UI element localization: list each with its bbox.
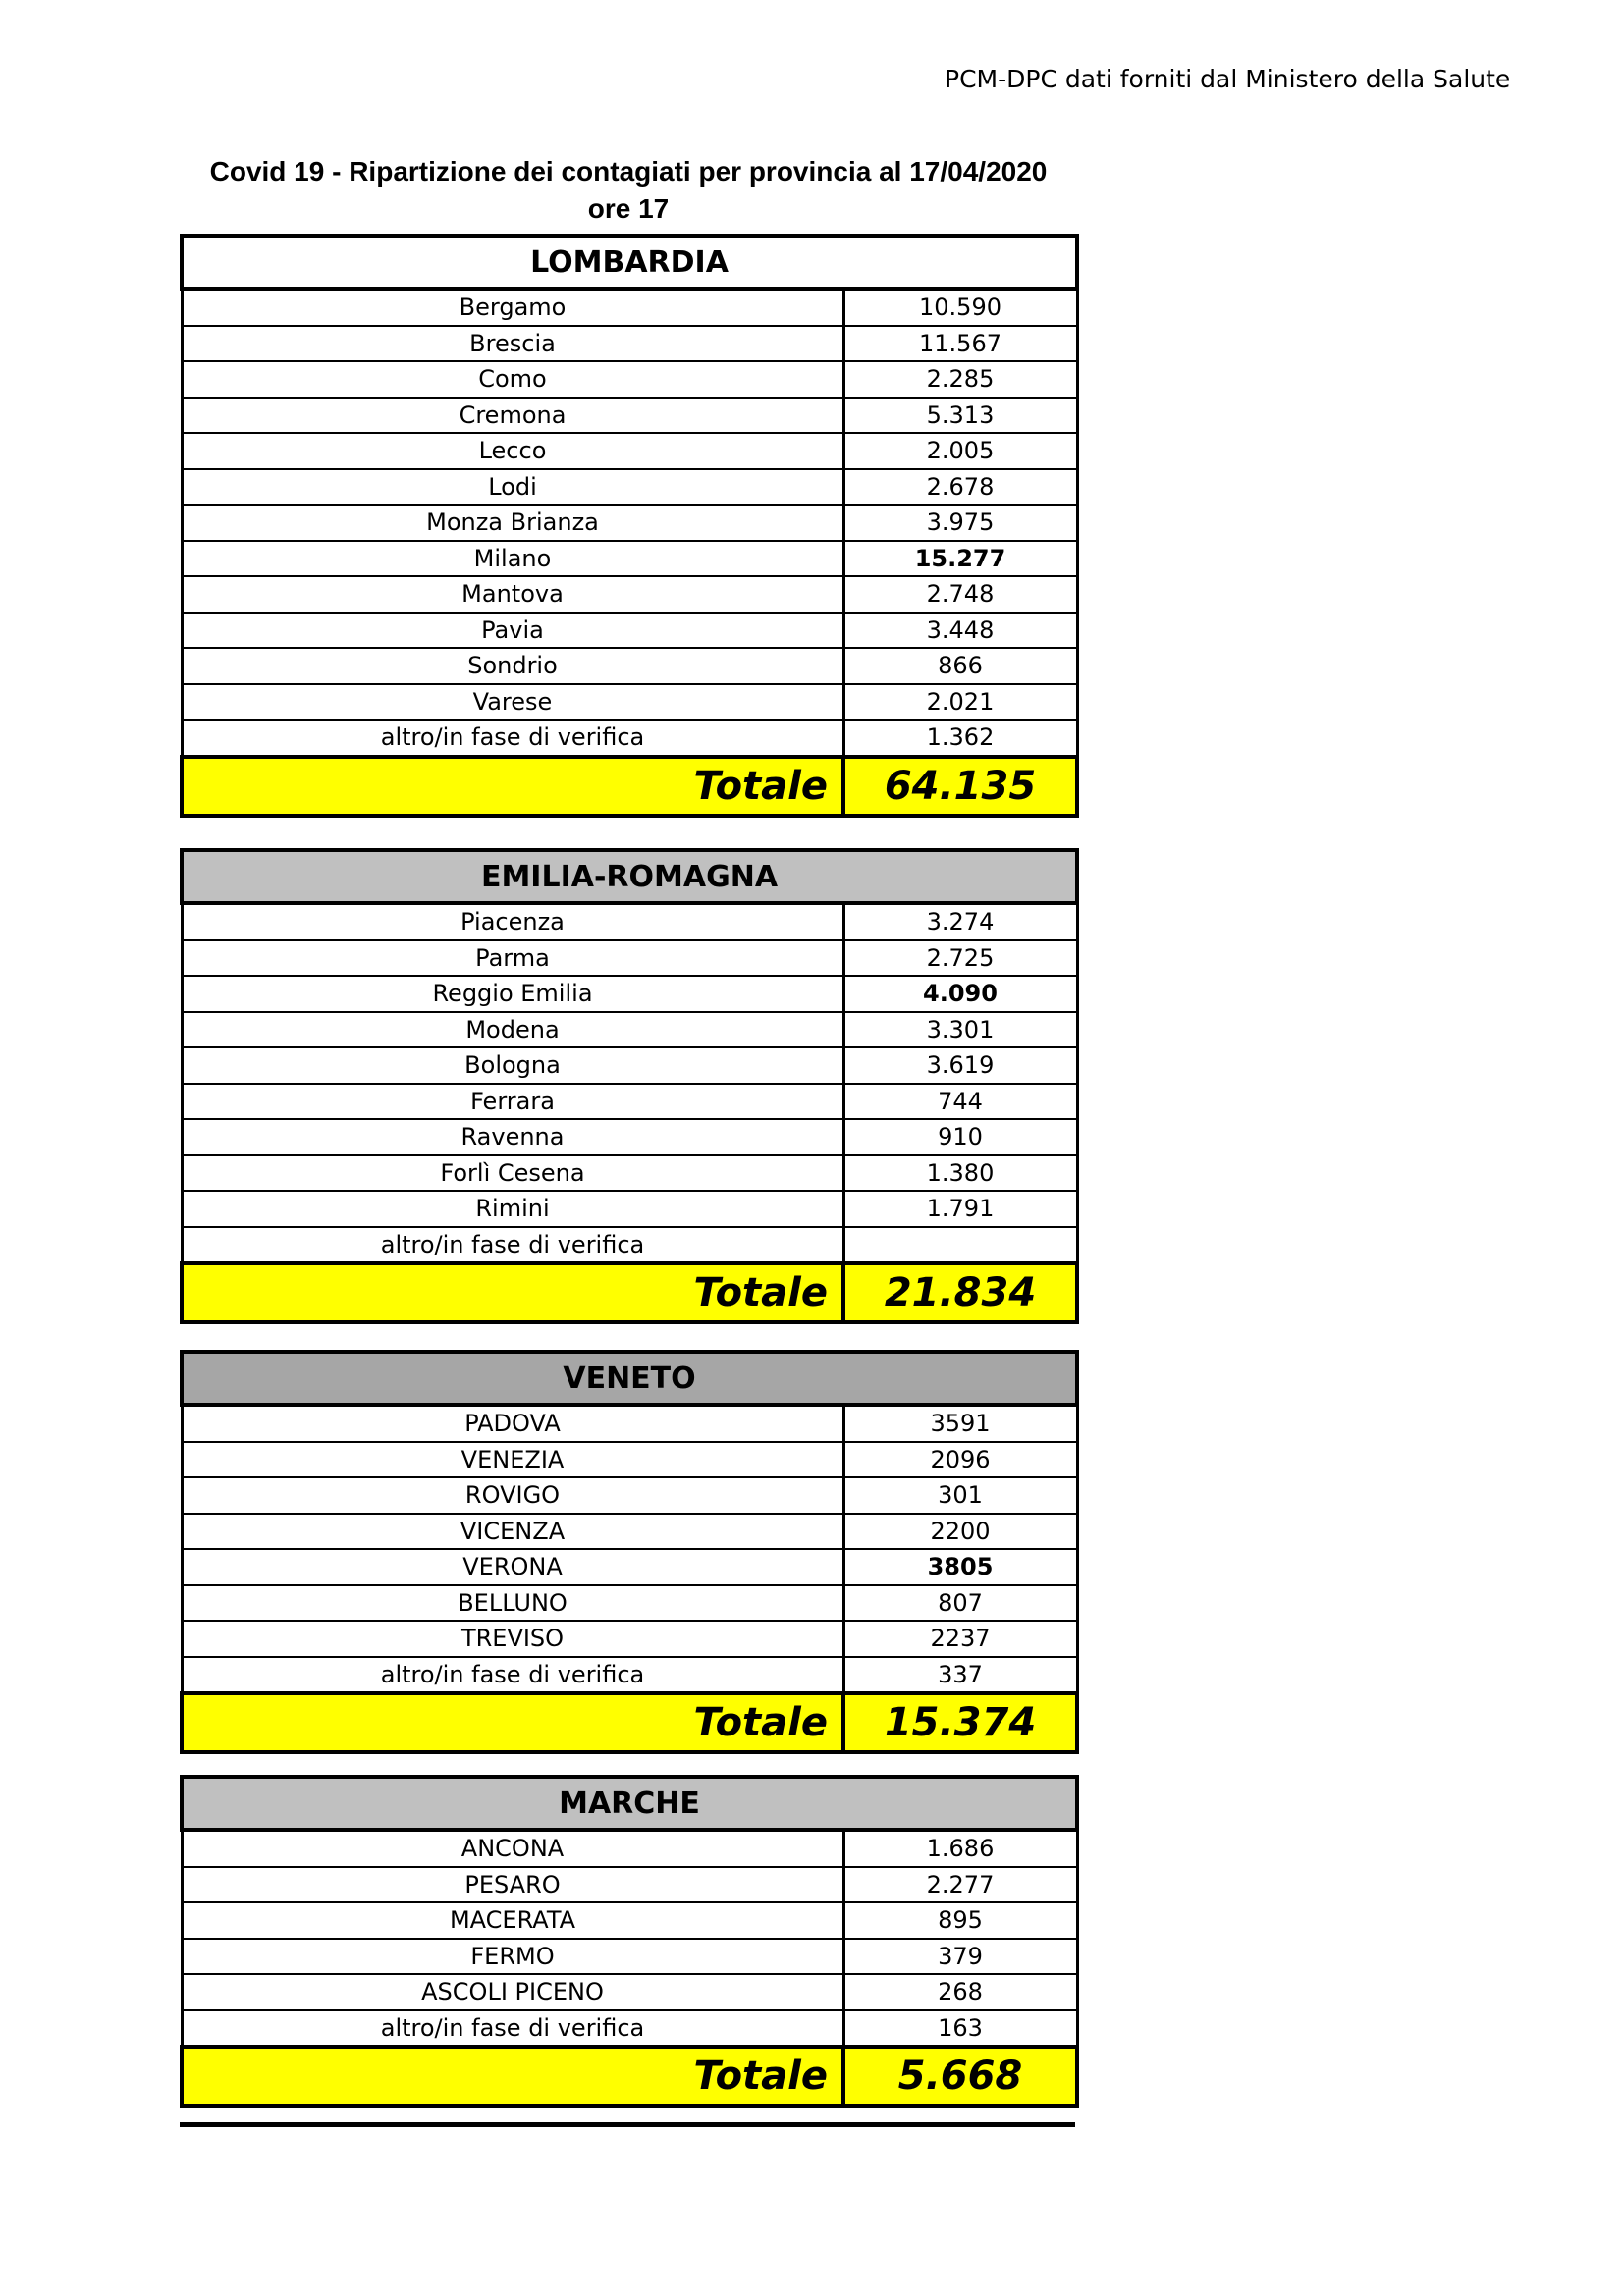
table-row xyxy=(182,505,1077,541)
region-table xyxy=(180,1775,1079,2108)
province-value: 1.686 xyxy=(843,1830,1077,1867)
province-value: 2.725 xyxy=(843,940,1077,977)
table-row xyxy=(182,1974,1077,2010)
table-row xyxy=(182,976,1077,1012)
total-row xyxy=(182,1263,1077,1322)
province-name: VENEZIA xyxy=(182,1442,843,1478)
table-row xyxy=(182,541,1077,577)
province-value: 910 xyxy=(843,1119,1077,1155)
province-value: 2.285 xyxy=(843,361,1077,398)
region-header: LOMBARDIA xyxy=(182,236,1077,289)
table-row xyxy=(182,1405,1077,1442)
table-row xyxy=(182,398,1077,434)
province-name: Mantova xyxy=(182,576,843,613)
province-name: Reggio Emilia xyxy=(182,976,843,1012)
province-value: 2200 xyxy=(843,1514,1077,1550)
table-row xyxy=(182,648,1077,684)
region-header: EMILIA-ROMAGNA xyxy=(182,850,1077,903)
province-name: VERONA xyxy=(182,1549,843,1585)
table-row xyxy=(182,1084,1077,1120)
table-row xyxy=(182,1047,1077,1084)
province-name: TREVISO xyxy=(182,1621,843,1657)
province-value: 3.975 xyxy=(843,505,1077,541)
table-row xyxy=(182,1549,1077,1585)
province-value: 1.380 xyxy=(843,1155,1077,1192)
source-note: PCM-DPC dati forniti dal Ministero della Salute xyxy=(945,65,1511,93)
province-name: BELLUNO xyxy=(182,1585,843,1622)
region-table-3 xyxy=(180,1775,1075,2108)
province-value: 2.678 xyxy=(843,469,1077,506)
province-value: 15.277 xyxy=(843,541,1077,577)
province-value: 2.021 xyxy=(843,684,1077,721)
province-name: Lodi xyxy=(182,469,843,506)
region-table-0 xyxy=(180,234,1075,818)
province-name: Milano xyxy=(182,541,843,577)
total-label: Totale xyxy=(182,1693,843,1752)
province-name: Como xyxy=(182,361,843,398)
title-line-1: Covid 19 - Ripartizione dei contagiati per provincia al 17/04/2020 xyxy=(209,156,1048,187)
province-name: altro/in fase di verifica xyxy=(182,720,843,757)
province-value: 1.362 xyxy=(843,720,1077,757)
total-value: 15.374 xyxy=(843,1693,1077,1752)
table-row xyxy=(182,1012,1077,1048)
province-name: Monza Brianza xyxy=(182,505,843,541)
province-name: PESARO xyxy=(182,1867,843,1903)
province-name: Varese xyxy=(182,684,843,721)
province-value: 2.277 xyxy=(843,1867,1077,1903)
region-table xyxy=(180,234,1079,818)
total-value: 64.135 xyxy=(843,757,1077,816)
province-value: 337 xyxy=(843,1657,1077,1694)
province-name: Rimini xyxy=(182,1191,843,1227)
province-name: Cremona xyxy=(182,398,843,434)
province-value: 2096 xyxy=(843,1442,1077,1478)
table-row xyxy=(182,1119,1077,1155)
province-name: altro/in fase di verifica xyxy=(182,2010,843,2048)
table-row xyxy=(182,903,1077,940)
province-value: 3.274 xyxy=(843,903,1077,940)
province-value: 807 xyxy=(843,1585,1077,1622)
table-row xyxy=(182,1585,1077,1622)
province-name: VICENZA xyxy=(182,1514,843,1550)
region-table-1 xyxy=(180,848,1075,1324)
table-row xyxy=(182,326,1077,362)
province-name: Forlì Cesena xyxy=(182,1155,843,1192)
province-name: altro/in fase di verifica xyxy=(182,1227,843,1264)
table-row xyxy=(182,1514,1077,1550)
table-row xyxy=(182,1191,1077,1227)
province-value: 5.313 xyxy=(843,398,1077,434)
table-row xyxy=(182,613,1077,649)
total-value: 5.668 xyxy=(843,2047,1077,2106)
province-name: FERMO xyxy=(182,1939,843,1975)
province-name: MACERATA xyxy=(182,1902,843,1939)
province-value: 744 xyxy=(843,1084,1077,1120)
province-name: Piacenza xyxy=(182,903,843,940)
province-value: 2.748 xyxy=(843,576,1077,613)
province-value: 3805 xyxy=(843,1549,1077,1585)
region-table-2 xyxy=(180,1350,1075,1754)
province-name: Bergamo xyxy=(182,289,843,326)
province-value: 2237 xyxy=(843,1621,1077,1657)
province-value: 866 xyxy=(843,648,1077,684)
table-row xyxy=(182,1477,1077,1514)
province-value: 11.567 xyxy=(843,326,1077,362)
table-row xyxy=(182,1830,1077,1867)
table-row xyxy=(182,684,1077,721)
province-value: 2.005 xyxy=(843,433,1077,469)
total-label: Totale xyxy=(182,1263,843,1322)
province-name: ROVIGO xyxy=(182,1477,843,1514)
table-row xyxy=(182,433,1077,469)
table-row xyxy=(182,1442,1077,1478)
table-row xyxy=(182,940,1077,977)
table-row xyxy=(182,1155,1077,1192)
province-name: Brescia xyxy=(182,326,843,362)
table-row xyxy=(182,289,1077,326)
province-name: Parma xyxy=(182,940,843,977)
region-table xyxy=(180,1350,1079,1754)
province-name: Lecco xyxy=(182,433,843,469)
province-value: 163 xyxy=(843,2010,1077,2048)
table-row xyxy=(182,1902,1077,1939)
table-row xyxy=(182,1621,1077,1657)
table-row xyxy=(182,720,1077,757)
province-name: altro/in fase di verifica xyxy=(182,1657,843,1694)
province-value xyxy=(843,1227,1077,1264)
province-name: Bologna xyxy=(182,1047,843,1084)
table-row xyxy=(182,1867,1077,1903)
table-row xyxy=(182,1939,1077,1975)
total-label: Totale xyxy=(182,757,843,816)
total-label: Totale xyxy=(182,2047,843,2106)
table-row xyxy=(182,2010,1077,2048)
province-name: ASCOLI PICENO xyxy=(182,1974,843,2010)
province-name: Modena xyxy=(182,1012,843,1048)
page-title xyxy=(157,153,1100,228)
province-value: 379 xyxy=(843,1939,1077,1975)
province-name: Ravenna xyxy=(182,1119,843,1155)
province-value: 3591 xyxy=(843,1405,1077,1442)
province-name: Pavia xyxy=(182,613,843,649)
title-line-2: ore 17 xyxy=(587,193,670,224)
table-row xyxy=(182,469,1077,506)
province-name: ANCONA xyxy=(182,1830,843,1867)
total-value: 21.834 xyxy=(843,1263,1077,1322)
table-row xyxy=(182,576,1077,613)
province-value: 4.090 xyxy=(843,976,1077,1012)
province-value: 301 xyxy=(843,1477,1077,1514)
table-row xyxy=(182,1657,1077,1694)
total-row xyxy=(182,1693,1077,1752)
province-value: 895 xyxy=(843,1902,1077,1939)
province-name: PADOVA xyxy=(182,1405,843,1442)
region-header: VENETO xyxy=(182,1352,1077,1405)
table-row xyxy=(182,1227,1077,1264)
region-table xyxy=(180,848,1079,1324)
total-row xyxy=(182,2047,1077,2106)
province-value: 3.619 xyxy=(843,1047,1077,1084)
province-name: Ferrara xyxy=(182,1084,843,1120)
province-value: 3.448 xyxy=(843,613,1077,649)
province-value: 1.791 xyxy=(843,1191,1077,1227)
province-name: Sondrio xyxy=(182,648,843,684)
province-value: 10.590 xyxy=(843,289,1077,326)
province-value: 3.301 xyxy=(843,1012,1077,1048)
region-header: MARCHE xyxy=(182,1777,1077,1830)
end-rule xyxy=(180,2122,1075,2127)
province-value: 268 xyxy=(843,1974,1077,2010)
table-row xyxy=(182,361,1077,398)
total-row xyxy=(182,757,1077,816)
